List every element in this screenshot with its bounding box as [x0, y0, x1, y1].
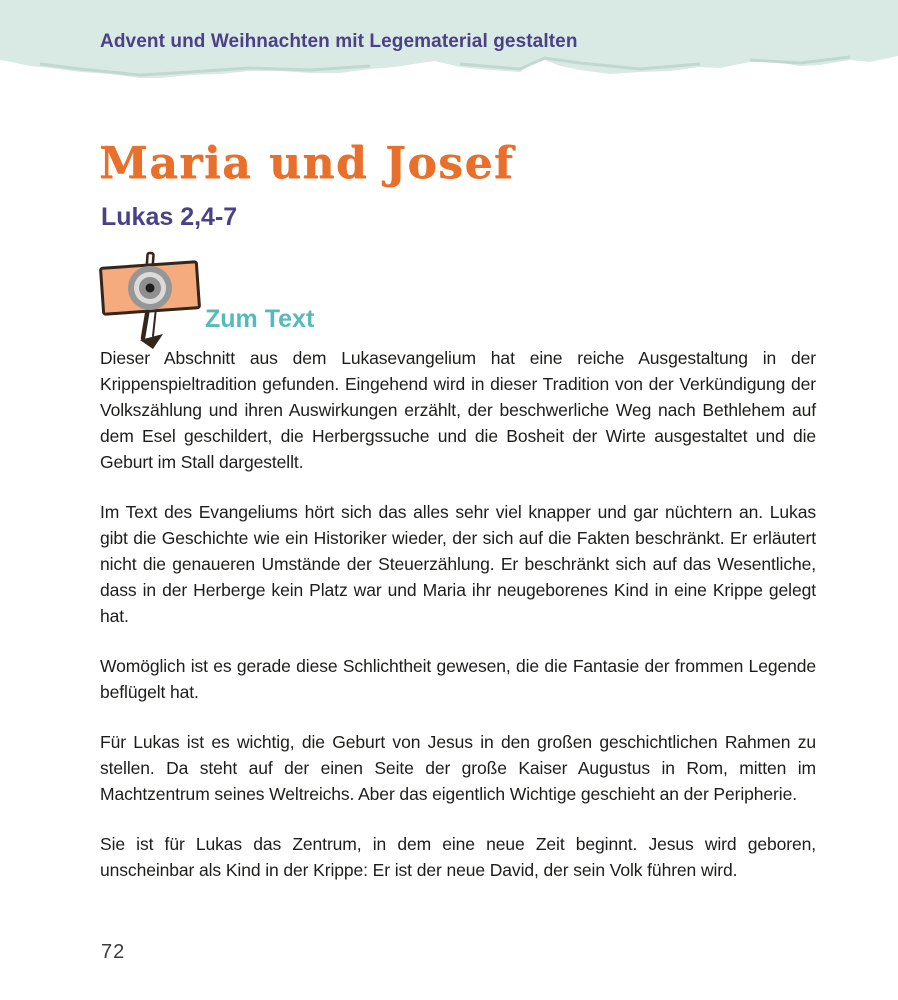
- article-body: [100, 345, 816, 907]
- page-number: 72: [101, 941, 126, 963]
- section-heading-zum-text: Zum Text: [205, 305, 315, 333]
- paragraph: Sie ist für Lukas das Zentrum, in dem eine neue Zeit beginnt. Jesus wird geboren, unscheinbar als Kind in der Krippe: Er ist der neue David, der sein Volk führen wird.: [100, 834, 816, 880]
- paragraph: Für Lukas ist es wichtig, die Geburt von Jesus in den großen geschichtlichen Rahmen zu stellen. Da steht auf der einen Seite der große Kaiser Augustus in Rom, mitten im Machtzentrum seines Weltreichs. Aber das eigentlich Wichtige geschieht an der Peripherie.: [100, 732, 816, 804]
- scripture-reference: Lukas 2,4-7: [101, 203, 238, 231]
- band-title: Advent und Weihnachten mit Legematerial gestalten: [100, 31, 578, 52]
- page-title: Maria und Josef: [99, 138, 515, 189]
- paragraph: Dieser Abschnitt aus dem Lukasevangelium hat eine reiche Ausgestaltung in der Krippenspieltradition gefunden. Eingehend wird in dieser Tradition von der Verkündigung der Volkszählung und ihren Auswirkungen erzählt, der beschwerliche Weg nach Bethlehem auf dem Esel geschildert, die Herbergssuche und die Bosheit der Wirte ausgestaltet und die Geburt im Stall dargestellt.: [100, 348, 816, 472]
- paragraph: Im Text des Evangeliums hört sich das alles sehr viel knapper und gar nüchtern an. Lukas gibt die Geschichte wie ein Historiker wieder, der sich auf die Fakten beschränkt. Er erläutert nicht die genaueren Umstände der Steuerzählung. Er beschränkt sich auf das Wesentliche, dass in der Herberge kein Platz war und Maria ihr neugeborenes Kind in eine Krippe gelegt hat.: [100, 502, 816, 626]
- target-sign-icon: [95, 250, 210, 355]
- paragraph: Womöglich ist es gerade diese Schlichtheit gewesen, die die Fantasie der frommen Legende beflügelt hat.: [100, 656, 816, 702]
